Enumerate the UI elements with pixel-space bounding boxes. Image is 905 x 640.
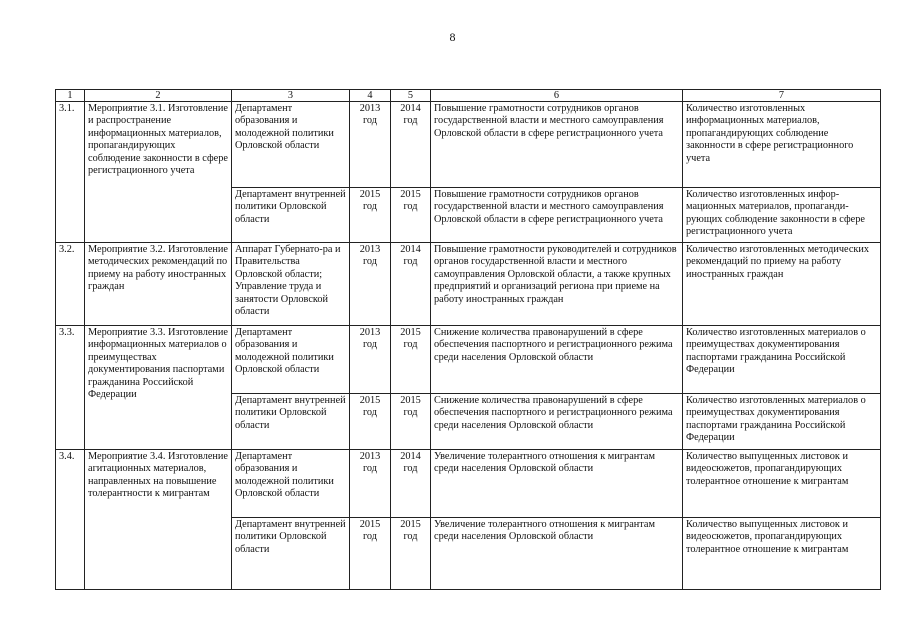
column-number: 7 [683,90,881,102]
column-number-row [56,90,881,102]
indicator-cell: Количество изготовленных информационных материалов, пропагандирующих соблюдение законности в сфере регистрационного учета [683,102,881,188]
measure-title: Мероприятие 3.3. Изготовление информационных материалов о преимуществах документирования паспортами гражданина Российской Федерации [85,326,232,450]
measures-table [55,89,881,590]
column-number: 5 [391,90,431,102]
result-cell: Повышение грамотности руководителей и сотрудников органов государственной власти и местного самоуправления Орловской области, а также крупных предприятий и организаций региона при приеме на работу иностранных граждан [431,243,683,326]
result-cell: Снижение количества правонарушений в сфере обеспечения паспортного и регистрационного режима среди населения Орловской области [431,394,683,450]
measure-title: Мероприятие 3.1. Изготовление и распространение информационных материалов, пропагандирующих соблюдение законности в сфере регистрационного учета [85,102,232,243]
executor-cell: Департамент образования и молодежной политики Орловской области [232,450,350,518]
indicator-cell: Количество изготовленных материалов о преимуществах документирования паспортами гражданина Российской Федерации [683,394,881,450]
measure-number: 3.4. [56,450,85,590]
column-number: 4 [350,90,391,102]
indicator-cell: Количество выпущенных листовок и видеосюжетов, пропагандирующих толерантное отношение к мигрантам [683,450,881,518]
end-year-cell: 2014 год [391,102,431,188]
table-row [56,243,881,326]
end-year-cell: 2014 год [391,450,431,518]
executor-cell: Департамент внутренней политики Орловской области [232,518,350,590]
result-cell: Увеличение толерантного отношения к мигрантам среди населения Орловской области [431,450,683,518]
executor-cell: Департамент образования и молодежной политики Орловской области [232,102,350,188]
start-year-cell: 2013 год [350,450,391,518]
column-number: 2 [85,90,232,102]
end-year-cell: 2015 год [391,326,431,394]
executor-cell: Департамент образования и молодежной политики Орловской области [232,326,350,394]
measure-title: Мероприятие 3.4. Изготовление агитационных материалов, направленных на повышение толерантности к мигрантам [85,450,232,590]
end-year-cell: 2014 год [391,243,431,326]
start-year-cell: 2013 год [350,102,391,188]
table-row [56,102,881,188]
result-cell: Повышение грамотности сотрудников органов государственной власти и местного самоуправления Орловской области в сфере регистрационного учета [431,188,683,243]
measure-number: 3.3. [56,326,85,450]
end-year-cell: 2015 год [391,518,431,590]
indicator-cell: Количество выпущенных листовок и видеосюжетов, пропагандирующих толерантное отношение к мигрантам [683,518,881,590]
measure-title: Мероприятие 3.2. Изготовление методических рекомендаций по приему на работу иностранных граждан [85,243,232,326]
executor-cell: Департамент внутренней политики Орловской области [232,188,350,243]
result-cell: Снижение количества правонарушений в сфере обеспечения паспортного и регистрационного режима среди населения Орловской области [431,326,683,394]
indicator-cell: Количество изготовленных инфор-мационных материалов, пропаганди-рующих соблюдение законности в сфере регистрационного учета [683,188,881,243]
start-year-cell: 2013 год [350,243,391,326]
table-row [56,450,881,518]
measure-number: 3.2. [56,243,85,326]
start-year-cell: 2015 год [350,518,391,590]
result-cell: Повышение грамотности сотрудников органов государственной власти и местного самоуправления Орловской области в сфере регистрационного учета [431,102,683,188]
start-year-cell: 2015 год [350,394,391,450]
end-year-cell: 2015 год [391,188,431,243]
indicator-cell: Количество изготовленных материалов о преимуществах документирования паспортами гражданина Российской Федерации [683,326,881,394]
measure-number: 3.1. [56,102,85,243]
start-year-cell: 2013 год [350,326,391,394]
result-cell: Увеличение толерантного отношения к мигрантам среди населения Орловской области [431,518,683,590]
end-year-cell: 2015 год [391,394,431,450]
start-year-cell: 2015 год [350,188,391,243]
table-row [56,326,881,394]
executor-cell: Аппарат Губернато-ра и Правительства Орловской области; Управление труда и занятости Орловской области [232,243,350,326]
column-number: 1 [56,90,85,102]
column-number: 6 [431,90,683,102]
column-number: 3 [232,90,350,102]
executor-cell: Департамент внутренней политики Орловской области [232,394,350,450]
page-number: 8 [449,30,456,44]
indicator-cell: Количество изготовленных методических рекомендаций по приему на работу иностранных граждан [683,243,881,326]
